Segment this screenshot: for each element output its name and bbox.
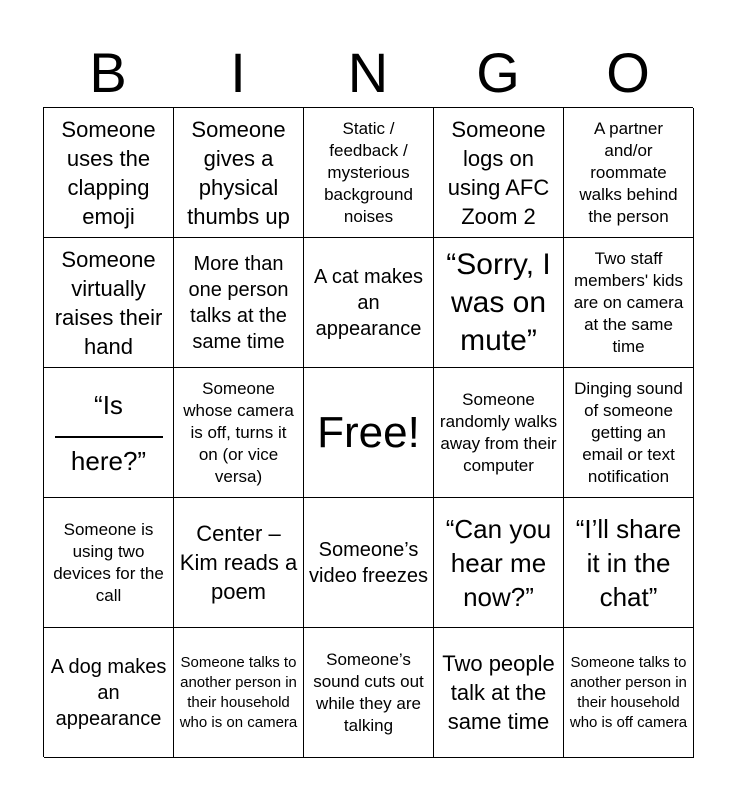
bingo-cell[interactable] xyxy=(174,108,304,238)
cell-text: Someone logs on using AFC Zoom 2 xyxy=(447,116,550,229)
cell-text: Someone talks to another person in their household who is off camera xyxy=(569,653,688,731)
bingo-cell[interactable] xyxy=(564,628,694,758)
bingo-cell[interactable] xyxy=(174,628,304,758)
cell-text-after-blank: here?” xyxy=(70,445,147,476)
bingo-cell[interactable] xyxy=(44,108,174,238)
blank-line xyxy=(55,436,163,438)
bingo-cell-free[interactable] xyxy=(304,368,434,498)
cell-text: A cat makes an appearance xyxy=(314,265,423,340)
bingo-cell[interactable] xyxy=(564,238,694,368)
cell-text: Someone talks to another person in their household who is on camera xyxy=(179,653,298,731)
bingo-cell[interactable] xyxy=(304,628,434,758)
bingo-cell[interactable] xyxy=(304,238,434,368)
bingo-cell[interactable] xyxy=(304,498,434,628)
bingo-cell[interactable] xyxy=(304,108,434,238)
bingo-cell[interactable] xyxy=(44,368,174,498)
header-letter-g: G xyxy=(476,41,520,104)
cell-text: Dinging sound of someone getting an email or text notification xyxy=(574,378,683,486)
cell-text: More than one person talks at the same time xyxy=(188,252,289,353)
cell-text: Someone uses the clapping emoji xyxy=(61,116,156,229)
bingo-cell[interactable] xyxy=(44,628,174,758)
cell-text-before-blank: “Is xyxy=(94,389,123,420)
cell-text: “Can you hear me now?” xyxy=(445,513,552,612)
cell-text: Someone’s sound cuts out while they are talking xyxy=(313,649,424,735)
bingo-cell[interactable] xyxy=(434,108,564,238)
cell-text: Someone whose camera is off, turns it on (or vice versa) xyxy=(183,378,294,486)
cell-text: Someone randomly walks away from their computer xyxy=(439,389,558,475)
cell-text: Two staff members' kids are on camera at the same time xyxy=(573,248,684,356)
bingo-cell[interactable] xyxy=(174,238,304,368)
cell-text: Someone is using two devices for the call xyxy=(53,519,164,605)
bingo-board xyxy=(43,107,693,757)
cell-text: Two people talk at the same time xyxy=(442,651,555,734)
bingo-cell[interactable] xyxy=(564,108,694,238)
cell-text: Someone gives a physical thumbs up xyxy=(187,116,290,229)
cell-text: A dog makes an appearance xyxy=(50,655,167,730)
bingo-cell[interactable] xyxy=(434,368,564,498)
bingo-cell[interactable] xyxy=(434,238,564,368)
header-letter-b: B xyxy=(89,41,127,104)
cell-text: “I’ll share it in the chat” xyxy=(575,513,682,612)
cell-text: “Sorry, I was on mute” xyxy=(446,247,551,357)
cell-text: Someone virtually raises their hand xyxy=(54,246,163,359)
bingo-cell[interactable] xyxy=(44,238,174,368)
header-letter-n: N xyxy=(347,41,389,104)
bingo-cell[interactable] xyxy=(174,498,304,628)
bingo-cell[interactable] xyxy=(434,628,564,758)
cell-text: Center – Kim reads a poem xyxy=(179,521,298,604)
bingo-cell[interactable] xyxy=(564,498,694,628)
bingo-cell[interactable] xyxy=(564,368,694,498)
header-letter-i: I xyxy=(230,41,246,104)
cell-text: A partner and/or roommate walks behind the person xyxy=(579,118,678,226)
bingo-cell[interactable] xyxy=(174,368,304,498)
cell-text: Static / feedback / mysterious background noises xyxy=(324,118,413,226)
cell-text: Someone’s video freezes xyxy=(309,538,428,587)
free-space-text: Free! xyxy=(317,407,420,457)
bingo-cell[interactable] xyxy=(434,498,564,628)
bingo-header xyxy=(43,40,693,106)
bingo-cell[interactable] xyxy=(44,498,174,628)
header-letter-o: O xyxy=(606,41,650,104)
